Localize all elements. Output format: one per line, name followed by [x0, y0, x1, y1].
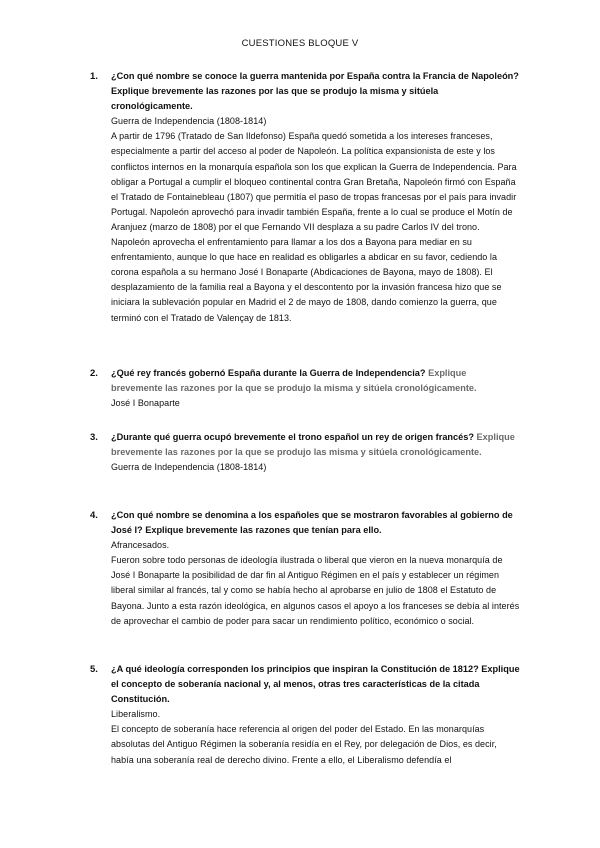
question-1	[90, 69, 520, 326]
answer-title: Guerra de Independencia (1808-1814)	[111, 116, 267, 127]
answer-title: Afrancesados.	[111, 540, 170, 551]
answer-body: A partir de 1796 (Tratado de San Ildefonso) España quedó sometida a los intereses franceses, especialmente a partir del acceso al poder de Napoleón. La política expansionista de este y los conflictos internos en la monarquía española son los que explican la Guerra de Independencia. Para obligar a Portugal a cumplir el bloqueo continental contra Gran Bretaña, Napoleón firmó con España el Tratado de Fontainebleau (1807) que permitía el paso de tropas francesas por el país para invadir Portugal. Napoleón aprovechó para invadir también España, frente a lo cual se produce el Motín de Aranjuez (marzo de 1808) por el que Fernando VII desplaza a su padre Carlos IV del trono. Napoleón aprovecha el enfrentamiento para llamar a los dos a Bayona para mediar en su enfrentamiento, aunque lo que hace en realidad es obligarles a abdicar en su favor, cediendo la corona española a su hermano José I Bonaparte (Abdicaciones de Bayona, mayo de 1808). El desplazamiento de la familia real a Bayona y el descontento por la invasión francesa hizo que se iniciara la sublevación popular en Madrid el 2 de mayo de 1808, dando comienzo la guerra, que terminó con el Tratado de Valençay de 1813.	[111, 131, 517, 323]
answer-title: Liberalismo.	[111, 709, 161, 720]
question-number: 5.	[90, 664, 98, 675]
question-number: 1.	[90, 71, 98, 82]
question-text: ¿A qué ideología corresponden los principios que inspiran la Constitución de 1812? Explique el concepto de soberanía nacional y, al menos, otras tres características de la citada Constitución.	[111, 664, 520, 705]
question-subtext: Explique brevemente las razones por la que se produjo las misma y sitúela cronológicamente.	[111, 432, 515, 458]
answer-body: El concepto de soberanía hace referencia al origen del poder del Estado. En las monarquías absolutas del Antiguo Régimen la soberanía residía en el Rey, por delegación de Dios, es decir, había una soberanía real de derecho divino. Frente a ello, el Liberalismo defendía el	[111, 724, 497, 765]
question-text: ¿Con qué nombre se denomina a los españoles que se mostraron favorables al gobierno de José I? Explique brevemente las razones que tenían para ello.	[111, 510, 513, 536]
question-4	[90, 508, 520, 629]
document-title: CUESTIONES BLOQUE V	[241, 38, 359, 49]
question-number: 3.	[90, 432, 98, 443]
question-2	[90, 366, 520, 411]
answer-body: Fueron sobre todo personas de ideología ilustrada o liberal que vieron en la nueva monarquía de José I Bonaparte la posibilidad de dar fin al Antiguo Régimen en el país y establecer un régimen liberal similar al francés, tal y como se había hecho al aprobarse en julio de 1808 el Estatuto de Bayona. Junto a esta razón ideológica, en algunos casos el apoyo a los franceses se debía al interés de aprovechar el cambio de poder para sacar un rendimiento político, económico o social.	[111, 555, 520, 626]
answer-title: José I Bonaparte	[111, 398, 180, 409]
question-number: 4.	[90, 510, 98, 521]
answer-title: Guerra de Independencia (1808-1814)	[111, 462, 267, 473]
question-text: ¿Con qué nombre se conoce la guerra mantenida por España contra la Francia de Napoleón? Explique brevemente las razones por las que se produjo la misma y sitúela cronológicamente.	[111, 71, 519, 112]
question-subtext: Explique brevemente las razones por la que se produjo la misma y sitúela cronológicamente.	[111, 368, 477, 394]
question-number: 2.	[90, 368, 98, 379]
question-3	[90, 430, 520, 475]
question-text: ¿Qué rey francés gobernó España durante la Guerra de Independencia?	[111, 368, 426, 378]
question-text: ¿Durante qué guerra ocupó brevemente el trono español un rey de origen francés?	[111, 432, 474, 442]
question-5	[90, 662, 520, 768]
